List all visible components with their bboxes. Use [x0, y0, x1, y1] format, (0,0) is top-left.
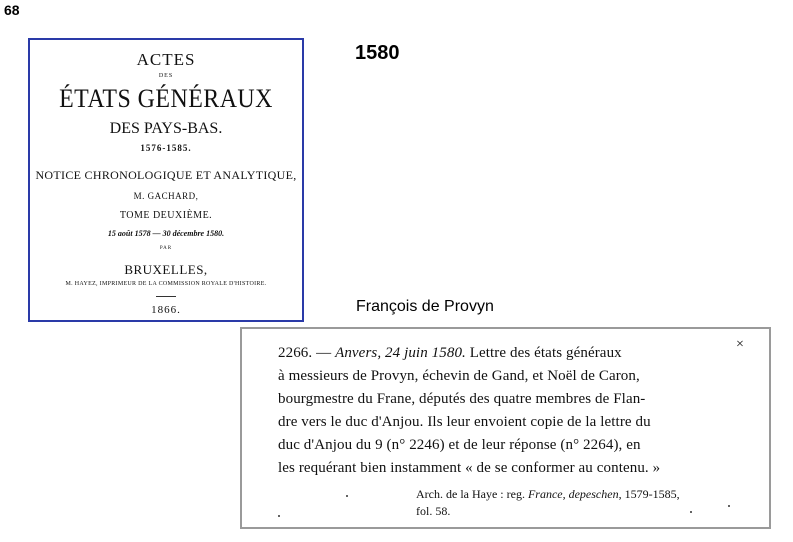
excerpt-line-4: dre vers le duc d'Anjou. Ils leur envoient copie de la lettre du	[278, 414, 651, 430]
title-pays-bas: DES PAYS-BAS.	[109, 120, 223, 137]
excerpt-line-2: à messieurs de Provyn, échevin de Gand, et Noël de Caron,	[278, 368, 640, 384]
title-divider	[156, 296, 176, 297]
title-city: BRUXELLES,	[124, 262, 208, 277]
entry-place-date: Anvers, 24 juin 1580.	[335, 345, 466, 361]
excerpt-line-6: les requérant bien instamment « de se conformer au contenu. »	[278, 460, 661, 476]
reference-suffix: , 1579-1585,	[618, 487, 680, 501]
entry-line-1-text: Lettre des états généraux	[465, 345, 622, 361]
title-par: PAR	[159, 246, 173, 251]
entry-number: 2266. —	[278, 345, 332, 361]
title-tome: TOME DEUXIÈME.	[119, 210, 213, 221]
scan-speck	[690, 511, 692, 513]
title-notice: NOTICE CHRONOLOGIQUE ET ANALYTIQUE,	[35, 168, 297, 182]
title-dates: 15 août 1578 — 30 décembre 1580.	[107, 229, 225, 238]
year-heading: 1580	[355, 42, 400, 64]
document-excerpt-image	[240, 327, 771, 529]
caption: François de Provyn	[356, 298, 494, 315]
page-number: 68	[4, 2, 20, 18]
reference-title: France, depeschen	[527, 487, 619, 501]
excerpt-line-5: duc d'Anjou du 9 (n° 2246) et de leur réponse (n° 2264), en	[278, 437, 641, 453]
title-publication-year: 1866.	[151, 304, 181, 316]
title-author: M. GACHARD,	[133, 191, 199, 201]
scan-speck	[346, 495, 348, 497]
scan-speck	[278, 515, 280, 517]
title-printer: M. HAYEZ, IMPRIMEUR DE LA COMMISSION ROYALE D'HISTOIRE.	[65, 281, 267, 287]
scan-speck	[728, 505, 730, 507]
title-page-image	[28, 38, 304, 322]
title-etats-generaux: ÉTATS GÉNÉRAUX	[59, 84, 273, 113]
archive-reference	[416, 487, 680, 502]
excerpt-line-3: bourgmestre du Frane, députés des quatre membres de Flan-	[278, 391, 646, 407]
excerpt-line-1	[278, 345, 726, 362]
reference-prefix: Arch. de la Haye : reg.	[416, 487, 528, 501]
title-actes: ACTES	[136, 50, 196, 69]
reference-folio: fol. 58.	[416, 504, 451, 518]
title-des: DES	[158, 73, 174, 79]
title-years: 1576-1585.	[140, 143, 192, 153]
margin-mark: ×	[736, 337, 744, 352]
